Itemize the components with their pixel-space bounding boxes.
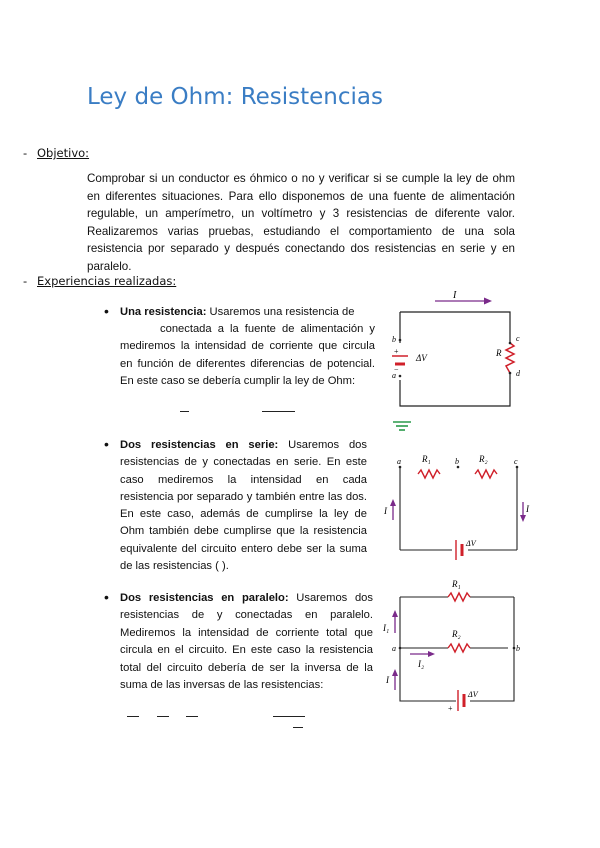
section-label: Objetivo:	[37, 146, 90, 160]
section-dash: -	[23, 274, 28, 288]
bullet: •	[104, 436, 109, 452]
circuit-parallel	[380, 575, 530, 715]
label-a: a	[392, 644, 396, 653]
item-heading: Dos resistencias en serie:	[120, 439, 279, 451]
label-R2: R₂	[452, 629, 461, 639]
battery-icon	[392, 356, 408, 364]
ground-icon	[393, 422, 411, 430]
equation-line	[186, 716, 198, 717]
page-title: Ley de Ohm: Resistencias	[87, 84, 384, 110]
equation-line	[262, 411, 295, 412]
label-I-left: I	[384, 506, 387, 516]
label-a: a	[392, 371, 396, 380]
label-dV: ΔV	[416, 353, 427, 363]
objetivo-text: Comprobar si un conductor es óhmico o no y verificar si se cumple la ley de ohm en diferentes situaciones. Para ello disponemos de una fuente de alimentación regulable, un amperímetro, un voltímetro y 3 resistencias de diferente valor. Realizaremos varias pruebas, estudiando el comportamiento de una sola resistencia por separado y después conectando dos resistencias en serie y en paralelo.	[87, 172, 515, 273]
current-arrow-icon	[392, 610, 398, 633]
label-c: c	[516, 334, 520, 343]
item-text: Usaremos una resistencia de	[206, 306, 355, 318]
resistor-icon	[475, 470, 497, 478]
label-I1: I₁	[383, 623, 390, 633]
current-arrow-icon	[435, 298, 492, 305]
label-d: d	[516, 369, 520, 378]
label-dV: ΔV	[466, 539, 476, 548]
battery-icon	[458, 690, 464, 711]
item-una-resistencia	[120, 304, 375, 390]
resistor-icon	[506, 343, 514, 373]
current-arrow-icon	[410, 651, 435, 657]
label-I: I	[453, 290, 457, 301]
current-arrow-icon	[390, 499, 396, 520]
item-paralelo	[120, 590, 373, 694]
label-b: b	[392, 335, 396, 344]
item-serie	[120, 437, 367, 575]
equation-line	[180, 411, 189, 412]
resistor-icon	[448, 593, 470, 601]
battery-icon	[456, 540, 462, 560]
label-I2: I₂	[418, 659, 425, 669]
item-text: conectada a la fuente de alimentación y mediremos la intensidad de corriente que circula en función de diferentes diferencias de potencial. En este caso se debería cumplir la ley de Ohm:	[120, 323, 375, 387]
label-I-right: I	[526, 504, 529, 514]
label-b: b	[455, 457, 459, 466]
label-plus: +	[394, 347, 399, 356]
item-text: Usaremos dos resistencias de y conectadas en serie. En este caso mediremos la intensidad en cada resistencia por separado y también entre las dos. En este caso, además de cumplirse la ley de Ohm también debe cumplirse que la resistencia equivalente del circuito entero debe ser la suma de las resistencias ( ).	[120, 439, 367, 573]
circuit-single-resistor	[380, 288, 530, 433]
label-a: a	[397, 457, 401, 466]
current-arrow-icon	[392, 669, 398, 690]
label-b: b	[516, 644, 520, 653]
label-R2: R₂	[479, 454, 488, 464]
resistor-icon	[418, 470, 440, 478]
label-minus: −	[394, 365, 399, 374]
equation-line	[157, 716, 169, 717]
equation-line	[273, 716, 305, 717]
label-I: I	[386, 675, 389, 685]
label-R1: R₁	[422, 454, 431, 464]
section-experiencias	[23, 274, 177, 288]
item-text: Usaremos dos resistencias de y conectadas en paralelo. Mediremos la intensidad de corriente total que circula en el circuito. En este caso la resistencia total del circuito debería de ser la inversa de la suma de las inversas de las resistencias:	[120, 592, 374, 692]
section-label: Experiencias realizadas:	[37, 274, 177, 288]
label-dV: ΔV	[468, 690, 478, 699]
label-R: R	[496, 348, 502, 358]
bullet: •	[104, 589, 109, 605]
equation-line	[127, 716, 139, 717]
circuit-series	[380, 450, 530, 562]
label-c: c	[514, 457, 518, 466]
label-R1: R₁	[452, 579, 461, 589]
section-objetivo	[23, 146, 90, 160]
equation-line	[293, 727, 303, 728]
resistor-icon	[448, 644, 470, 652]
label-plus: +	[448, 704, 453, 713]
section-dash: -	[23, 146, 28, 160]
bullet: •	[104, 303, 109, 319]
item-heading: Una resistencia:	[120, 306, 207, 318]
item-heading: Dos resistencias en paralelo:	[120, 592, 289, 604]
